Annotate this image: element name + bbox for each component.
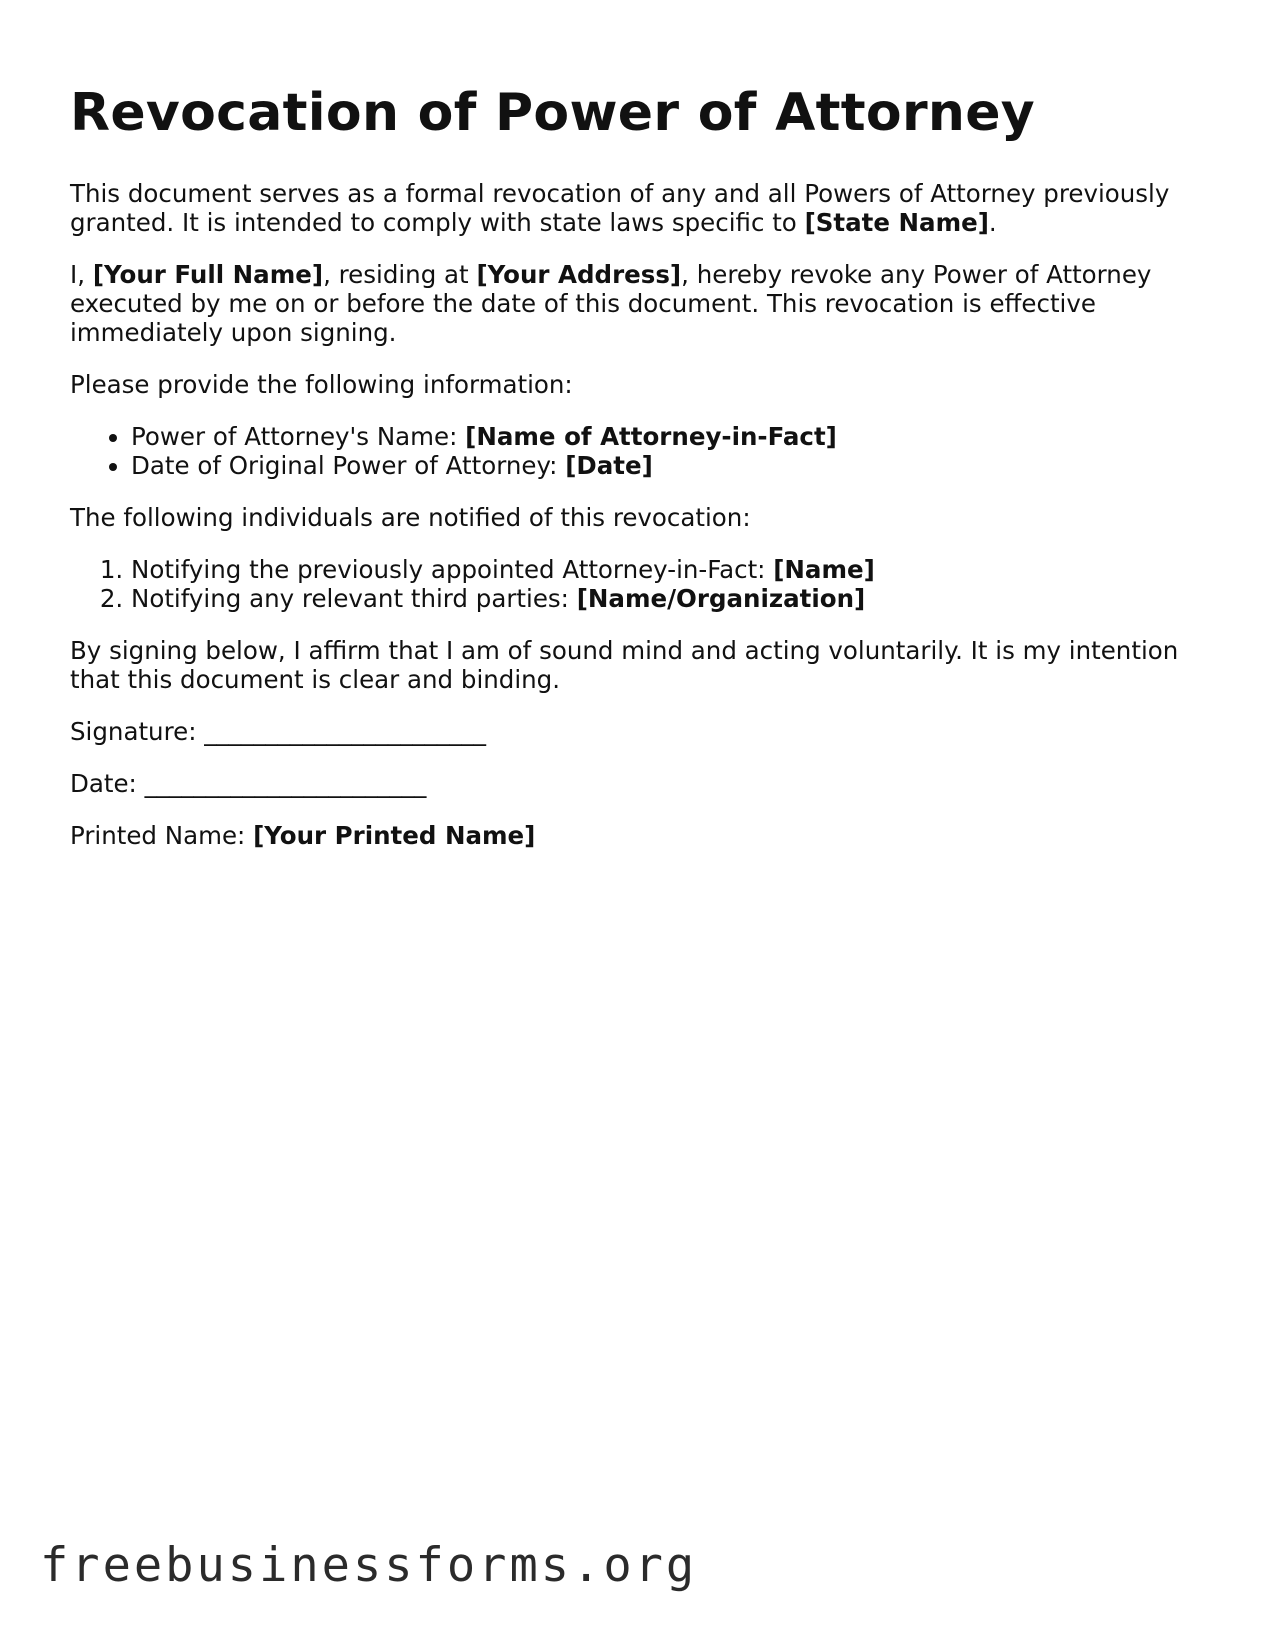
footer-watermark: freebusinessforms.org xyxy=(40,1538,698,1593)
declaration-prefix: I, xyxy=(70,260,93,290)
date-line: Date: _______________________ xyxy=(70,769,427,799)
notified-item-label: Notifying any relevant third parties: xyxy=(131,584,577,614)
document-title: Revocation of Power of Attorney xyxy=(70,83,1035,143)
declaration-paragraph xyxy=(70,260,1200,347)
info-item-label: Power of Attorney's Name: xyxy=(131,422,466,452)
info-item-attorney-name xyxy=(131,422,1200,451)
signature-line: Signature: _______________________ xyxy=(70,717,486,747)
info-item-label: Date of Original Power of Attorney: xyxy=(131,451,566,481)
printed-name-placeholder: [Your Printed Name] xyxy=(253,821,536,851)
notified-item-label: Notifying the previously appointed Attorney-in-Fact: xyxy=(131,555,774,585)
notified-prompt: The following individuals are notified of this revocation: xyxy=(70,503,751,533)
info-prompt: Please provide the following information: xyxy=(70,370,573,400)
intro-end: . xyxy=(988,208,997,238)
organization-placeholder: [Name/Organization] xyxy=(576,584,866,614)
affirmation-paragraph: By signing below, I affirm that I am of sound mind and acting voluntarily. It is my intention that this document is clear and binding. xyxy=(70,636,1179,695)
notified-item-third-parties xyxy=(131,584,1200,613)
original-date-placeholder: [Date] xyxy=(565,451,653,481)
info-list xyxy=(70,422,1200,480)
printed-name-label: Printed Name: xyxy=(70,821,254,851)
printed-name-line xyxy=(70,821,1200,850)
notified-item-attorney xyxy=(131,555,1200,584)
intro-text: This document serves as a formal revocation of any and all Powers of Attorney previously granted. It is intended to comply with state laws specific to xyxy=(70,179,1170,238)
attorney-placeholder: [Name] xyxy=(773,555,875,585)
intro-paragraph xyxy=(70,179,1200,237)
declaration-suffix: , hereby revoke any Power of Attorney executed by me on or before the date of this document. This revocation is effective immediately upon signing. xyxy=(70,260,1152,348)
attorney-name-placeholder: [Name of Attorney-in-Fact] xyxy=(465,422,837,452)
document xyxy=(70,82,1200,873)
full-name-placeholder: [Your Full Name] xyxy=(92,260,324,290)
declaration-mid: , residing at xyxy=(323,260,477,290)
address-placeholder: [Your Address] xyxy=(476,260,682,290)
state-name-placeholder: [State Name] xyxy=(804,208,989,238)
info-item-original-date xyxy=(131,451,1200,480)
notified-list xyxy=(70,555,1200,613)
